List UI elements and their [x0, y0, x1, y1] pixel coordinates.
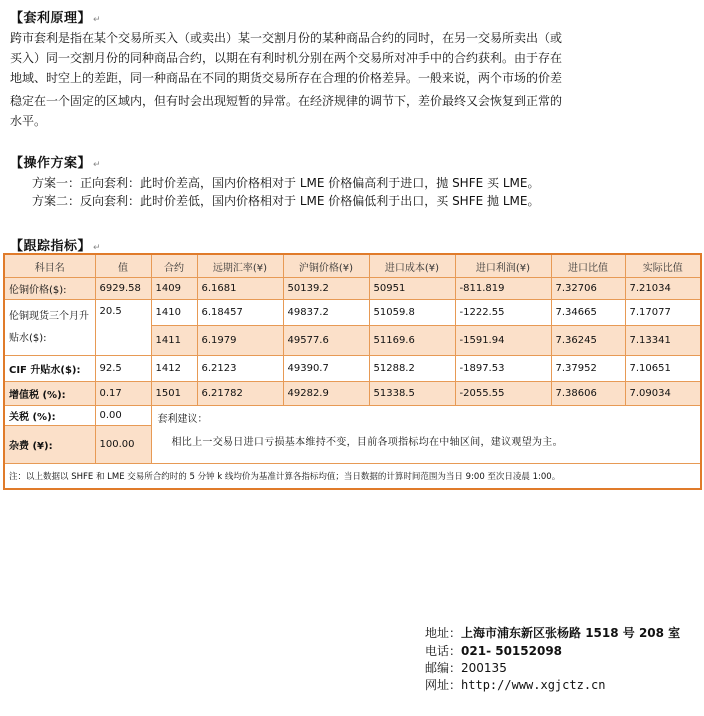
table-footnote: 注：以上数据以 SHFE 和 LME 交易所合约时的 5 分钟 k 线均价为基准计算各指标均值；当日数据的计算时间范围为当日 9:00 至次日凌晨 1:00。	[4, 464, 701, 490]
section-title-tracking: 【跟踪指标】 ↵	[10, 239, 102, 254]
contract-cell: 1412	[151, 356, 197, 382]
fx-cell: 6.1979	[197, 326, 283, 356]
value-lme-copper: 6929.58	[95, 278, 151, 300]
import-profit-cell: -1897.53	[455, 356, 551, 382]
shfe-price-cell: 49282.9	[283, 382, 369, 406]
header-cell: 合约	[151, 254, 197, 278]
header-cell: 实际比值	[625, 254, 701, 278]
header-cell: 进口利润(¥)	[455, 254, 551, 278]
label-misc: 杂费 (¥):	[4, 426, 95, 464]
table-row	[4, 382, 701, 406]
header-cell: 进口比值	[551, 254, 625, 278]
import-cost-cell: 51059.8	[369, 300, 455, 326]
principle-line: 地域、时空上的差距，同一种商品在不同的期货交易所存在合理的价格差异。一般来说，两个市场的价差	[10, 71, 563, 85]
shfe-price-cell: 49837.2	[283, 300, 369, 326]
plan-item-reverse: 方案二：反向套利：此时价差低，国内价格相对于 LME 价格偏低利于出口，买 SHFE 抛 LME。	[32, 194, 540, 208]
advice-title: 套利建议：	[157, 414, 208, 425]
advice-text: 相比上一交易日进口亏损基本维持不变，目前各项指标均在中轴区间，建议观望为主。	[171, 437, 563, 448]
import-ratio-cell: 7.34665	[551, 300, 625, 326]
principle-paragraph-2	[10, 91, 602, 131]
shfe-price-cell: 50139.2	[283, 278, 369, 300]
import-cost-cell: 51288.2	[369, 356, 455, 382]
header-cell: 值	[95, 254, 151, 278]
label-spot-premium: 伦铜现货三个月升贴水($):	[4, 300, 95, 356]
contract-cell: 1411	[151, 326, 197, 356]
fx-cell: 6.1681	[197, 278, 283, 300]
value-vat: 0.17	[95, 382, 151, 406]
shfe-price-cell: 49577.6	[283, 326, 369, 356]
section-title-principle: 【套利原理】 ↵	[10, 11, 102, 26]
principle-paragraph	[10, 28, 602, 88]
contract-cell: 1501	[151, 382, 197, 406]
contact-address: 地址：上海市浦东新区张杨路 1518 号 208 室	[425, 626, 681, 640]
table-footnote-row	[4, 464, 701, 490]
actual-ratio-cell: 7.21034	[625, 278, 701, 300]
import-ratio-cell: 7.38606	[551, 382, 625, 406]
table-row	[4, 278, 701, 300]
import-cost-cell: 51169.6	[369, 326, 455, 356]
website-link[interactable]: http://www.xgjctz.cn	[461, 678, 606, 692]
label-vat: 增值税 (%):	[4, 382, 95, 406]
value-cif: 92.5	[95, 356, 151, 382]
contract-cell: 1409	[151, 278, 197, 300]
principle-line: 稳定在一个固定的区域内，但有时会出现短暂的异常。在经济规律的调节下，差价最终又会恢复到正常的	[10, 94, 563, 108]
table-header-row	[4, 254, 701, 278]
import-cost-cell: 50951	[369, 278, 455, 300]
label-lme-copper: 伦铜价格($):	[4, 278, 95, 300]
shfe-price-cell: 49390.7	[283, 356, 369, 382]
import-profit-cell: -811.819	[455, 278, 551, 300]
value-misc: 100.00	[95, 426, 151, 464]
import-profit-cell: -1222.55	[455, 300, 551, 326]
label-cif: CIF 升贴水($):	[4, 356, 95, 382]
tracking-table	[3, 253, 702, 490]
import-cost-cell: 51338.5	[369, 382, 455, 406]
contact-zip: 邮编：200135	[425, 661, 507, 675]
header-cell: 进口成本(¥)	[369, 254, 455, 278]
fx-cell: 6.21782	[197, 382, 283, 406]
import-ratio-cell: 7.32706	[551, 278, 625, 300]
advice-cell	[151, 406, 701, 464]
fx-cell: 6.18457	[197, 300, 283, 326]
section-title-plan: 【操作方案】 ↵	[10, 156, 102, 171]
principle-line: 跨市套利是指在某个交易所买入（或卖出）某一交割月份的某种商品合约的同时，在另一交易所卖出（或	[10, 31, 563, 45]
value-tariff: 0.00	[95, 406, 151, 426]
import-ratio-cell: 7.36245	[551, 326, 625, 356]
header-cell: 远期汇率(¥)	[197, 254, 283, 278]
principle-line: 水平。	[10, 114, 47, 128]
plan-list	[32, 174, 539, 210]
actual-ratio-cell: 7.17077	[625, 300, 701, 326]
header-cell: 科目名	[4, 254, 95, 278]
value-spot-premium: 20.5	[95, 300, 151, 356]
fx-cell: 6.2123	[197, 356, 283, 382]
actual-ratio-cell: 7.09034	[625, 382, 701, 406]
table-row	[4, 300, 701, 326]
label-tariff: 关税 (%):	[4, 406, 95, 426]
principle-line: 买入）同一交割月份的同种商品合约，以期在有利时机分别在两个交易所对冲手中的合约获利。由于存在	[10, 51, 563, 65]
header-cell: 沪铜价格(¥)	[283, 254, 369, 278]
contract-cell: 1410	[151, 300, 197, 326]
import-profit-cell: -1591.94	[455, 326, 551, 356]
import-profit-cell: -2055.55	[455, 382, 551, 406]
actual-ratio-cell: 7.10651	[625, 356, 701, 382]
table-row	[4, 406, 701, 426]
contact-phone: 电话：021- 50152098	[425, 644, 563, 658]
table-row	[4, 356, 701, 382]
actual-ratio-cell: 7.13341	[625, 326, 701, 356]
contact-web: 网址：http://www.xgjctz.cn	[425, 678, 606, 692]
import-ratio-cell: 7.37952	[551, 356, 625, 382]
plan-item-forward: 方案一：正向套利：此时价差高，国内价格相对于 LME 价格偏高利于进口，抛 SHFE 买 LME。	[32, 176, 540, 190]
